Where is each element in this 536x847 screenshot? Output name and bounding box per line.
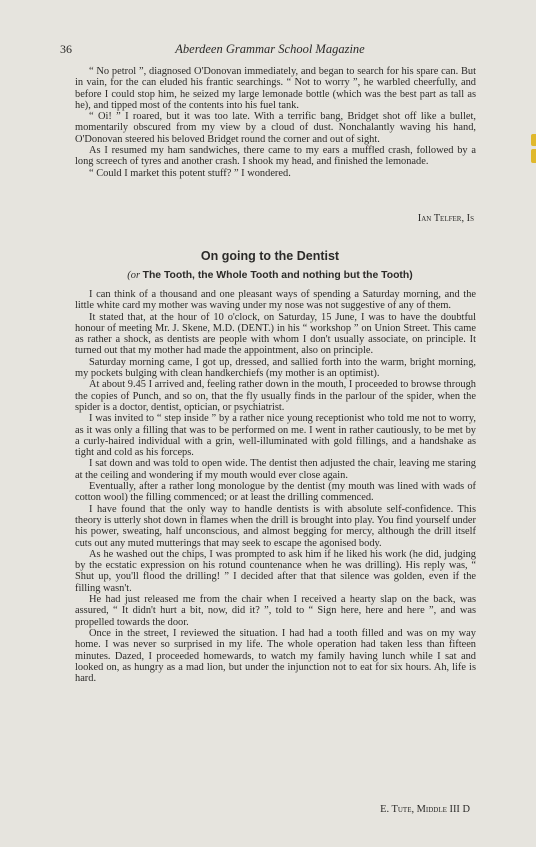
paragraph: “ Could I market this potent stuff? ” I wondered. <box>89 167 291 179</box>
paragraph: As I resumed my ham sandwiches, there came to my ears a muffled crash, followed by a long screech of tyres and another crash. I shook my head, and finished the lemonade. <box>75 145 476 168</box>
paragraph: As he washed out the chips, I was prompted to ask him if he liked his work (he did, judging by the ecstatic expression on his rotund countenance when he was drilling). His reply was, “ Shut up, you'll flood the drilling! ” I decided after that that silence was golden, even if the filling wasn't. <box>75 548 476 594</box>
page-number: 36 <box>60 42 72 56</box>
author-signature: Ian Telfer, Is <box>417 213 474 224</box>
page-header <box>60 42 480 58</box>
paragraph: At about 9.45 I arrived and, feeling rather down in the mouth, I proceeded to browse through the copies of Punch, and so on, that the fly usually finds in the parlour of the spider, when the spider is a doctor, dentist, optician, or psychiatrist. <box>75 379 476 413</box>
paragraph: I can think of a thousand and one pleasant ways of spending a Saturday morning, and the little white card my mother was waving under my nose was not suggestive of any of them. <box>75 289 476 312</box>
paragraph: It stated that, at the hour of 10 o'clock, on Saturday, 15 June, I was to have the doubtful honour of meeting Mr. J. Skene, M.D. (DENT.) in his “ workshop ” on Union Street. This came as rather a shock, as dentists are people with whom I don't usually associate, on principle. It turned out that my mother had made the appointment, also on principle. <box>75 311 476 357</box>
story-continuation <box>75 66 476 179</box>
article-subtitle <box>60 270 480 281</box>
running-title: Aberdeen Grammar School Magazine <box>175 42 365 56</box>
paragraph: I sat down and was told to open wide. The dentist then adjusted the chair, leaving me staring at the ceiling and wondering if my mouth would ever close again. <box>75 458 476 481</box>
subtitle-main: The Tooth, the Whole Tooth and nothing but the Tooth) <box>142 270 413 281</box>
paragraph: He had just released me from the chair when I received a hearty slap on the back, was assured, “ It didn't hurt a bit, now, did it? ”, told to “ Sign here, here and here ”, and was propelled towards the door. <box>75 594 476 628</box>
article-title: On going to the Dentist <box>200 249 340 263</box>
article-body <box>75 289 476 684</box>
paragraph: “ Oi! ” I roared, but it was too late. With a terrific bang, Bridget shot off like a bullet, momentarily obscured from my view by a cloud of dust. Nonchalantly waving his hand, O'Donovan steered his beloved Bridget round the corner and out of sight. <box>75 111 476 145</box>
page-tab-marker <box>531 134 536 146</box>
paragraph: “ No petrol ”, diagnosed O'Donovan immediately, and began to search for his spare can. But in vain, for the can eluded his frantic searchings. “ Not to worry ”, he warbled cheerfully, and before I could stop him, he seized my large lemonade bottle (which was the best part as tall as he), and tipped most of the contents into his fuel tank. <box>75 66 476 111</box>
paragraph: Once in the street, I reviewed the situation. I had had a tooth filled and was on my way home. I was never so surprised in my life. The whole operation had taken less than fifteen minutes. Dazed, I proceeded homewards, to watch my family having lunch while I sat and looked on, as hungry as a mad lion, but under the injunction not to eat for six hours. Ah, life is hard. <box>75 627 476 685</box>
paragraph: I was invited to “ step inside ” by a rather nice young receptionist who told me not to worry, as it was only a filling that was to be performed on me. I went in rather cautiously, to be met by a curly-haired individual with a grin, well-illuminated with gold fillings, and a handshake as tight and cold as his forceps. <box>75 413 476 459</box>
page-tab-marker <box>531 149 536 163</box>
paragraph: Saturday morning came, I got up, dressed, and sallied forth into the warm, bright morning, my pockets bulging with clean handkerchiefs (my mother is an optimist). <box>75 356 476 380</box>
paragraph: Eventually, after a rather long monologue by the dentist (my mouth was lined with wads of cotton wool) the filling commenced; or at least the drilling commenced. <box>75 481 476 504</box>
author-signature: E. Tute, Middle III D <box>380 804 470 815</box>
subtitle-prefix: (or <box>127 270 140 281</box>
paragraph: I have found that the only way to handle dentists is with absolute self-confidence. This theory is utterly shot down in flames when the drill is brought into play. You find yourself under his power, sweating, half unconscious, and almost begging for mercy, although the drill itself cuts out any muted mutterings that may seek to escape the agonised body. <box>75 503 476 549</box>
